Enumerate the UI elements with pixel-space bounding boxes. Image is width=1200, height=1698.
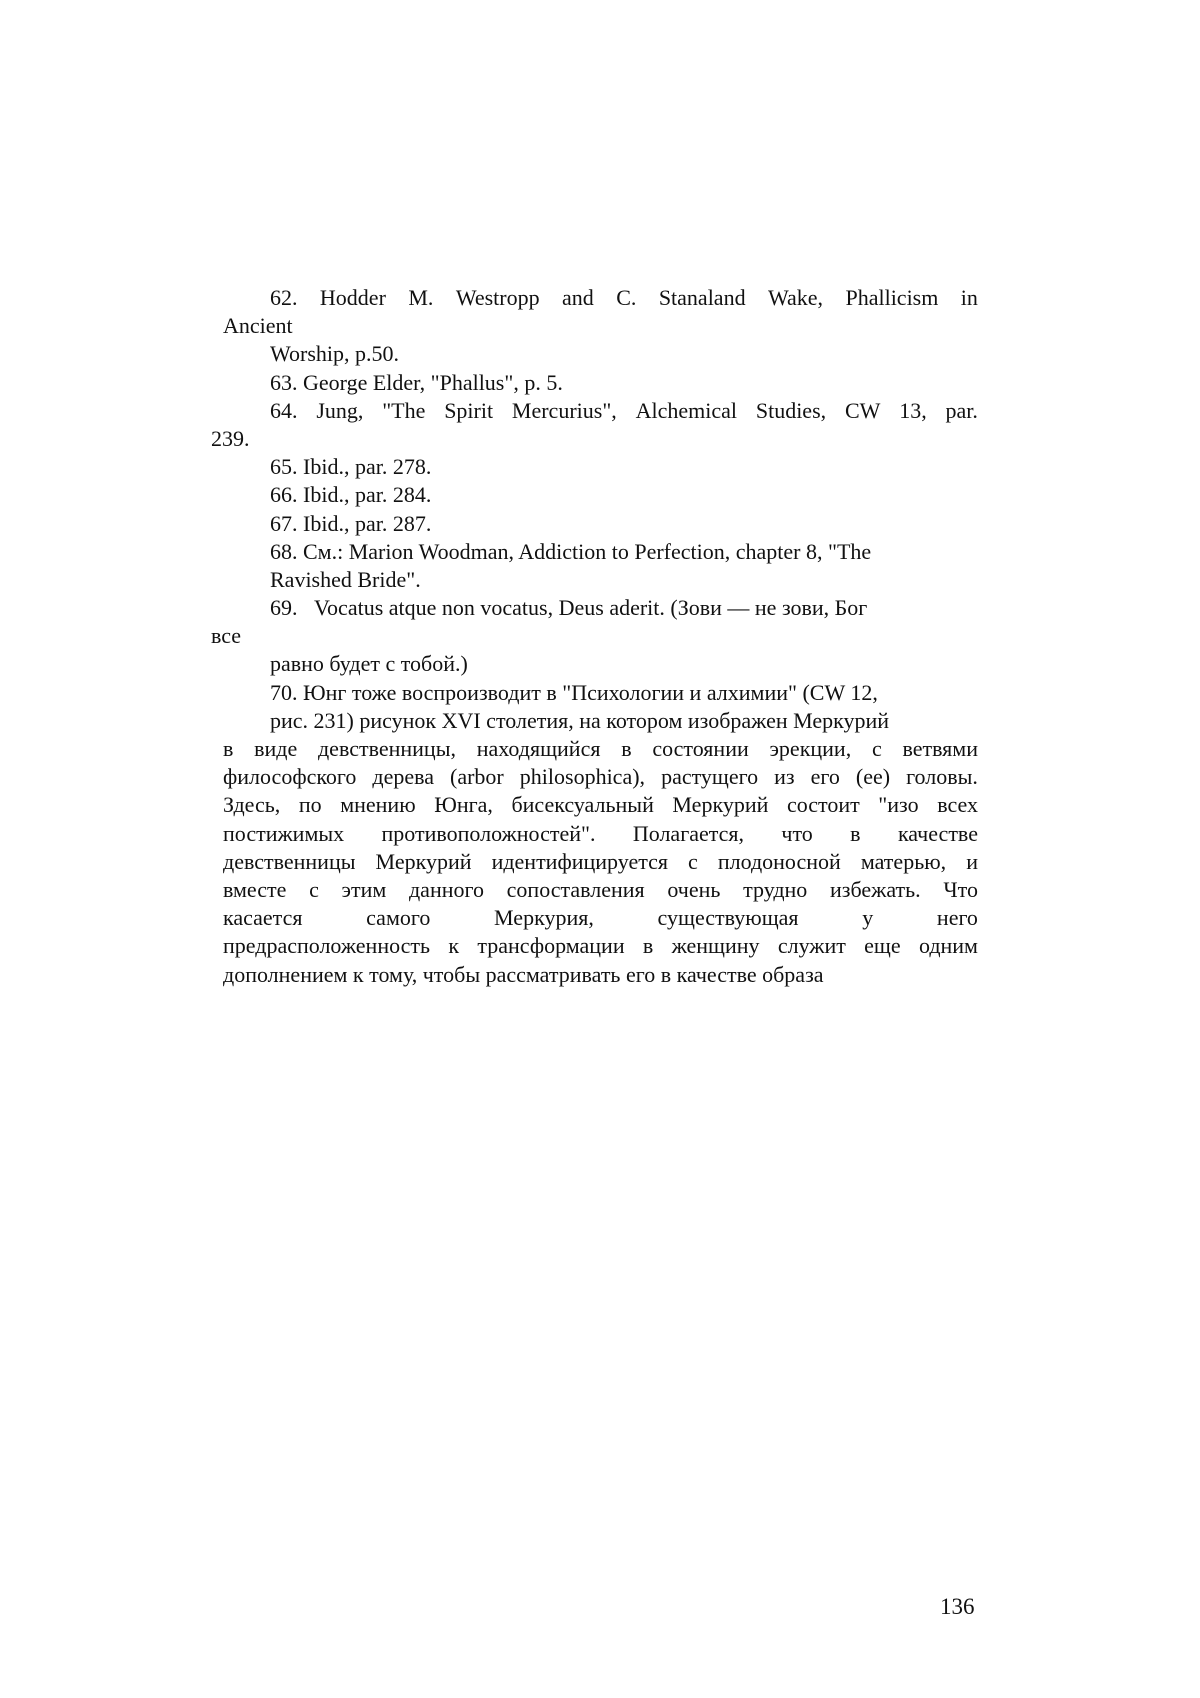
word: женщину (671, 933, 760, 959)
word: Юнга, (434, 792, 493, 818)
word: в (850, 820, 861, 846)
word: него (936, 905, 978, 931)
note-69-line-1 (223, 594, 978, 622)
word: касается (223, 905, 303, 931)
word: дерева (372, 764, 434, 790)
note-62-line-3: Worship, p.50. (270, 341, 400, 367)
word: состоянии (652, 736, 749, 761)
word: Jung, (316, 397, 364, 423)
word: самого (366, 905, 431, 931)
word: у (862, 905, 874, 931)
note-70-line-11: дополнением к тому, чтобы рассматривать его в качестве образа (223, 961, 824, 987)
word: Studies, (755, 397, 827, 423)
note-68-line-1: 68. См.: Marion Woodman, Addiction to Perfection, chapter 8, "The (270, 538, 872, 564)
word: (arbor (450, 764, 504, 790)
note-text: Vocatus atque non vocatus, Deus aderit. (Зови — не зови, Бог (314, 595, 868, 621)
note-70-line-10 (223, 932, 978, 960)
word: ветвями (902, 736, 978, 761)
word: состоит (786, 792, 860, 818)
note-70-line-9 (223, 904, 978, 932)
word: M. (408, 285, 434, 310)
note-62-line-2: Ancient (223, 313, 293, 339)
endnotes-block (211, 284, 978, 989)
word: philosophica), (519, 764, 646, 790)
word: избежать. (830, 876, 921, 902)
word: C. (616, 285, 637, 310)
word: матерью, (860, 848, 947, 874)
word: Здесь, (223, 792, 281, 818)
word: растущего (661, 764, 759, 790)
word: трансформации (477, 933, 625, 959)
note-64-line-1 (223, 397, 978, 425)
note-70-line-6 (223, 820, 978, 848)
word: девственницы, (317, 736, 456, 761)
word: Westropp (455, 285, 540, 310)
note-68-line-2: Ravished Bride". (270, 566, 421, 592)
word: качестве (897, 820, 978, 846)
note-70-line-2: рис. 231) рисунок XVI столетия, на котором изображен Меркурий (270, 707, 890, 733)
word: еще (864, 933, 901, 959)
word: Phallicism (845, 285, 939, 310)
word: трудно (743, 876, 808, 902)
word: and (562, 285, 594, 310)
word: CW (844, 397, 881, 423)
word: Меркурий (672, 792, 769, 818)
word: Spirit (444, 397, 494, 423)
word: одним (918, 933, 978, 959)
word: сопоставления (506, 876, 645, 902)
word: 13, (899, 397, 927, 423)
word: par. (945, 397, 978, 423)
word: служит (777, 933, 846, 959)
word: в (621, 736, 632, 761)
word: Wake, (768, 285, 824, 310)
word: постижимых (223, 820, 345, 846)
word: предрасположенность (223, 933, 431, 959)
word: in (960, 285, 978, 310)
note-70-line-7 (223, 848, 978, 876)
word: идентифицируется (491, 848, 668, 874)
word: Mercurius", (511, 397, 617, 423)
note-66: 66. Ibid., par. 284. (270, 482, 432, 508)
word: находящийся (476, 736, 601, 761)
note-67: 67. Ibid., par. 287. (270, 510, 432, 536)
word: Меркурия, (494, 905, 594, 931)
word: с (309, 876, 319, 902)
word: с (688, 848, 698, 874)
note-64-line-2: 239. (211, 425, 250, 451)
note-70-line-3 (223, 735, 978, 763)
word: из (774, 764, 795, 790)
word: вместе (223, 876, 287, 902)
word: Hodder (319, 285, 386, 310)
word: его (810, 764, 840, 790)
word: Stanaland (658, 285, 746, 310)
word: (ее) (855, 764, 891, 790)
note-62-line-1 (223, 284, 978, 312)
word: с (871, 736, 882, 761)
word: мнению (340, 792, 416, 818)
note-69-line-2: все (211, 623, 242, 649)
word: головы. (906, 764, 978, 790)
word: что (781, 820, 813, 846)
word: эрекции, (769, 736, 852, 761)
word: противоположностей". (381, 820, 596, 846)
page-number: 136 (940, 1594, 975, 1619)
word: плодоносной (717, 848, 841, 874)
word: существующая (657, 905, 799, 931)
word: в (223, 736, 234, 761)
word: в (642, 933, 654, 959)
word: Что (943, 876, 978, 902)
word: 64. (270, 397, 298, 423)
note-70-line-8 (223, 876, 978, 904)
word: к (448, 933, 460, 959)
word: всех (937, 792, 978, 818)
note-63: 63. George Elder, "Phallus", p. 5. (270, 369, 563, 395)
word: Alchemical (635, 397, 738, 423)
note-number: 69. (270, 595, 298, 621)
note-65: 65. Ibid., par. 278. (270, 454, 432, 480)
note-70-line-1: 70. Юнг тоже воспроизводит в "Психологии и алхимии" (CW 12, (270, 679, 878, 705)
word: Меркурий (375, 848, 472, 874)
word: данного (408, 876, 484, 902)
word: бисексуальный (511, 792, 654, 818)
word: очень (667, 876, 721, 902)
word: "изо (878, 792, 919, 818)
word: философского (223, 764, 357, 790)
word: девственницы (223, 848, 356, 874)
word: по (298, 792, 322, 818)
word: виде (254, 736, 298, 761)
word: Полагается, (632, 820, 745, 846)
note-70-line-4 (223, 763, 978, 791)
word: этим (341, 876, 387, 902)
note-69-line-3: равно будет с тобой.) (270, 651, 468, 677)
word: и (966, 848, 978, 874)
word: "The (382, 397, 426, 423)
note-70-line-5 (223, 791, 978, 819)
word: 62. (270, 285, 298, 310)
